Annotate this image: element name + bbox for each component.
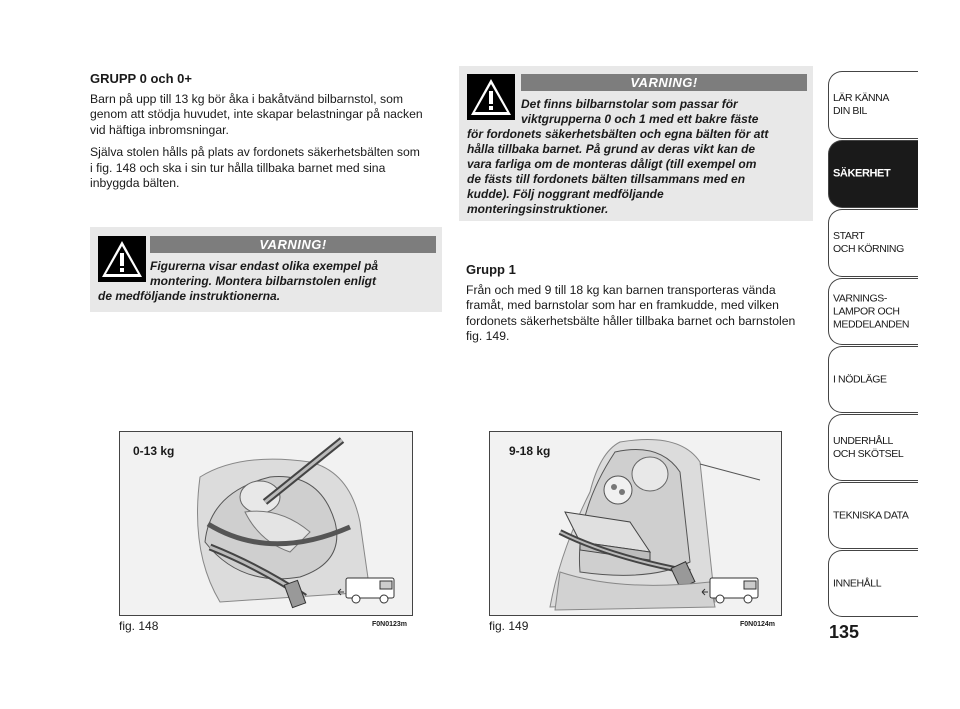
warning-text-line: montering. Montera bilbarnstolen enligt [150,274,377,288]
tab-label: LÄR KÄNNA DIN BIL [833,92,889,117]
line: Själva stolen hålls på plats av fordonets säkerhetsbälten som [90,145,420,160]
line: Från och med 9 till 18 kg kan barnen transporteras vända [466,283,776,297]
infant-seat-illustration [120,432,412,615]
van-direction-icon [338,578,394,603]
tab-label: VARNINGS- LAMPOR OCH MEDDELANDEN [833,292,910,330]
tab-innehall[interactable] [828,550,918,617]
tab-varningslampor[interactable] [828,278,918,345]
tab-label: INNEHÅLL [833,577,882,589]
figure-caption: fig. 149 [489,619,529,633]
warning-text-line: de medföljande instruktionerna. [98,289,281,303]
warning-text-line: de fästs till fordonets bälten tillsammans med en [467,172,746,186]
warning-box-right [459,66,813,221]
warning-text-line: kudde). Följ noggrant medföljande [467,187,664,201]
line: fordonets säkerhetsbälte håller tillbaka barnet och barnstolen [466,313,796,328]
line: genom att stödja huvudet, inte skapar belastningar på nacken [90,107,423,122]
warning-title-bar: VARNING! [521,74,807,91]
tab-underhall-och-skotsel[interactable] [828,414,918,481]
warning-box-left [90,227,442,312]
section-heading-group-1: Grupp 1 [466,262,516,277]
warning-text-line: Det finns bilbarnstolar som passar för [521,97,738,111]
line: i fig. 148 och ska i sin tur hålla tillbaka barnet med sina [90,160,386,175]
line: Barn på upp till 13 kg bör åka i bakåtvänd bilbarnstol, som [90,92,403,106]
warning-text-line: Figurerna visar endast olika exempel på [150,259,379,273]
tab-label: I NÖDLÄGE [833,373,887,385]
warning-text-line: monteringsinstruktioner. [467,202,609,216]
line: fig. 149. [466,329,510,344]
paragraph-group-1 [466,283,816,345]
child-seat-illustration [490,432,781,615]
paragraph-1 [90,92,440,138]
tab-start-och-korning[interactable] [828,209,918,277]
warning-title-bar: VARNING! [150,236,436,253]
line: framåt, med barnstolar som har en framkudde, med vilken [466,298,779,313]
warning-text-line: viktgrupperna 0 och 1 med ett bakre fäste [521,112,759,126]
figure-148-illustration [119,431,413,616]
figure-code: F0N0123m [372,621,408,628]
warning-triangle-icon [98,236,146,282]
line: inbyggda bälten. [90,176,180,191]
figure-149-illustration [489,431,782,616]
warning-text-line: vara farliga om de monteras dåligt (till exempel om [467,157,757,171]
weight-label: 0-13 kg [133,444,175,458]
tab-lar-kanna-din-bil[interactable] [828,71,918,139]
paragraph-2 [90,145,440,191]
tab-label: UNDERHÅLL OCH SKÖTSEL [833,434,904,460]
section-heading-group-0: GRUPP 0 och 0+ [90,71,192,86]
tab-i-nodlage[interactable] [828,346,918,413]
warning-text-line: hålla tillbaka barnet. På grund av deras vikt kan de [467,142,756,156]
line: vid häftiga inbromsningar. [90,122,229,137]
figure-code: F0N0124m [740,621,776,628]
warning-text-line: för fordonets säkerhetsbälten och egna bälten för att [467,127,769,141]
page-number: 135 [829,622,860,642]
figure-caption: fig. 148 [119,619,159,633]
tab-label: START OCH KÖRNING [833,230,904,255]
paragraph-group-0 [90,92,440,198]
tab-label: TEKNISKA DATA [833,509,909,521]
warning-triangle-icon [467,74,515,120]
tab-tekniska-data[interactable] [828,482,918,549]
tab-sakerhet[interactable] [828,140,918,208]
weight-label: 9-18 kg [509,444,551,458]
tab-label: SÄKERHET [833,167,891,180]
